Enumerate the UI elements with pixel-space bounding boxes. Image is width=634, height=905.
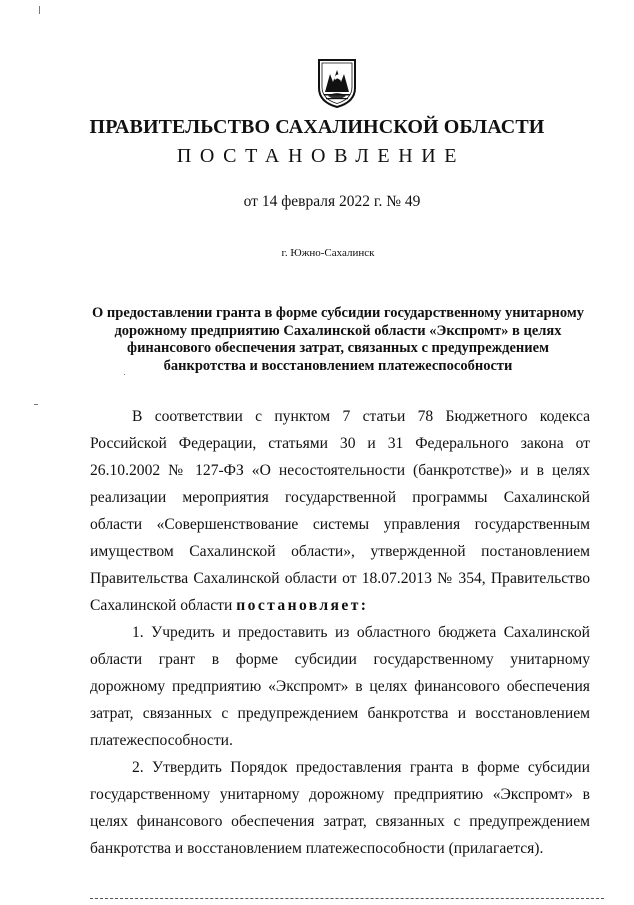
footer-line	[90, 898, 604, 901]
document-type: ПОСТАНОВЛЕНИЕ	[176, 145, 466, 167]
document-city: г. Южно-Сахалинск	[281, 247, 375, 259]
scan-mark	[39, 6, 40, 14]
item-paragraph-2: 2. Утвердить Порядок предоставления гранта в форме субсидии государственному унитарному дорожному предприятию «Экспромт» в целях финансового обеспечения затрат, связанных с предупреждением банкротства и восстановлением платежеспособности (прилагается).	[90, 759, 590, 857]
decree-word: постановляет:	[236, 597, 369, 614]
preamble-text: В соответствии с пунктом 7 статьи 78 Бюджетного кодекса Российской Федерации, статьями 30 и 31 Федерального закона от 26.10.2002 № 127-ФЗ «О несостоятельности (банкротстве)» и в целях реализации мероприятия государственной программы Сахалинской области «Совершенствование системы управления государственным имуществом Сахалинской области», утвержденной постановлением Правительства Сахалинской области от 18.07.2013 № 354, Правительство Сахалинской области	[90, 408, 590, 614]
scan-mark	[124, 374, 125, 375]
coat-of-arms-icon	[316, 58, 358, 108]
item-paragraph-1: 1. Учредить и предоставить из областного бюджета Сахалинской области грант в форме субсидии государственному унитарному дорожному предприятию «Экспромт» в целях финансового обеспечения затрат, связанных с предупреждением банкротства и восстановлением платежеспособности.	[90, 624, 590, 749]
government-title: ПРАВИТЕЛЬСТВО САХАЛИНСКОЙ ОБЛАСТИ	[89, 116, 545, 138]
document-date-number: от 14 февраля 2022 г. № 49	[243, 193, 421, 210]
document-body	[90, 403, 590, 862]
scan-mark	[34, 404, 38, 405]
document-subject: О предоставлении гранта в форме субсидии государственному унитарному дорожному предприятию Сахалинской области «Экспромт» в целях финансового обеспечения затрат, связанных с предупреждением банкротства и восстановлением платежеспособности	[92, 305, 584, 374]
preamble-paragraph	[90, 403, 590, 619]
